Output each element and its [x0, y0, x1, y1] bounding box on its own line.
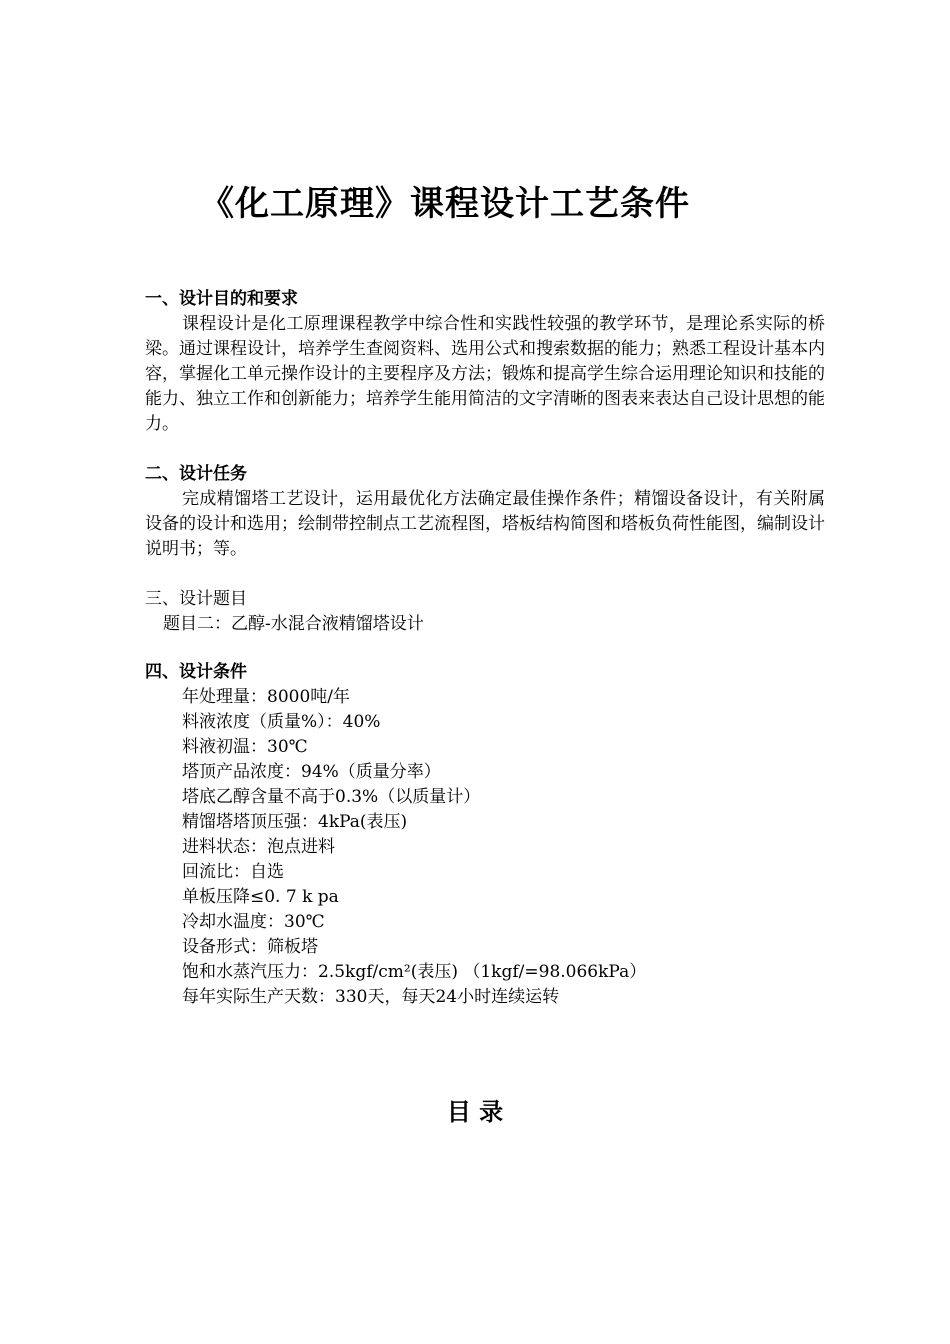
section-purpose: [145, 287, 825, 437]
section-topic: [145, 587, 825, 637]
section-paragraph-task: 完成精馏塔工艺设计，运用最优化方法确定最佳操作条件；精馏设备设计，有关附属设备的设计和选用；绘制带控制点工艺流程图，塔板结构简图和塔板负荷性能图，编制设计说明书；等。: [145, 489, 825, 559]
condition-item: 每年实际生产天数：330天，每天24小时连续运转: [182, 987, 560, 1007]
section-heading-purpose: 一、设计目的和要求: [145, 289, 298, 309]
condition-item: 料液初温：30℃: [182, 737, 308, 757]
section-conditions: [145, 660, 825, 1010]
condition-item: 精馏塔塔顶压强：4kPa(表压): [182, 812, 408, 832]
condition-item: 进料状态：泡点进料: [182, 837, 335, 857]
condition-item: 料液浓度（质量%）：40%: [182, 712, 381, 732]
section-heading-topic: 三、设计题目: [145, 589, 247, 609]
condition-item: 饱和水蒸汽压力：2.5kgf/cm²(表压) （1kgf/=98.066kPa）: [182, 962, 647, 982]
section-heading-conditions: 四、设计条件: [145, 662, 247, 682]
condition-item: 塔底乙醇含量不高于0.3%（以质量计）: [182, 787, 481, 807]
condition-item: 单板压降≤0. 7 k pa: [182, 887, 339, 907]
condition-item: 年处理量：8000吨/年: [182, 687, 350, 707]
section-paragraph-purpose: 课程设计是化工原理课程教学中综合性和实践性较强的教学环节，是理论系实际的桥梁。通过课程设计，培养学生查阅资料、选用公式和搜索数据的能力；熟悉工程设计基本内容，掌握化工单元操作设计的主要程序及方法；锻炼和提高学生综合运用理论知识和技能的能力、独立工作和创新能力；培养学生能用简洁的文字清晰的图表来表达自己设计思想的能力。: [145, 314, 825, 434]
condition-item: 冷却水温度：30℃: [182, 912, 325, 932]
section-heading-task: 二、设计任务: [145, 464, 247, 484]
toc-heading: 目 录: [446, 1098, 504, 1126]
condition-item: 回流比：自选: [182, 862, 284, 882]
condition-item: 设备形式：筛板塔: [182, 937, 318, 957]
document-title: 《化工原理》课程设计工艺条件: [200, 184, 690, 224]
section-task: [145, 462, 825, 562]
design-topic: 题目二：乙醇-水混合液精馏塔设计: [163, 614, 424, 634]
condition-item: 塔顶产品浓度：94%（质量分率）: [182, 762, 441, 782]
